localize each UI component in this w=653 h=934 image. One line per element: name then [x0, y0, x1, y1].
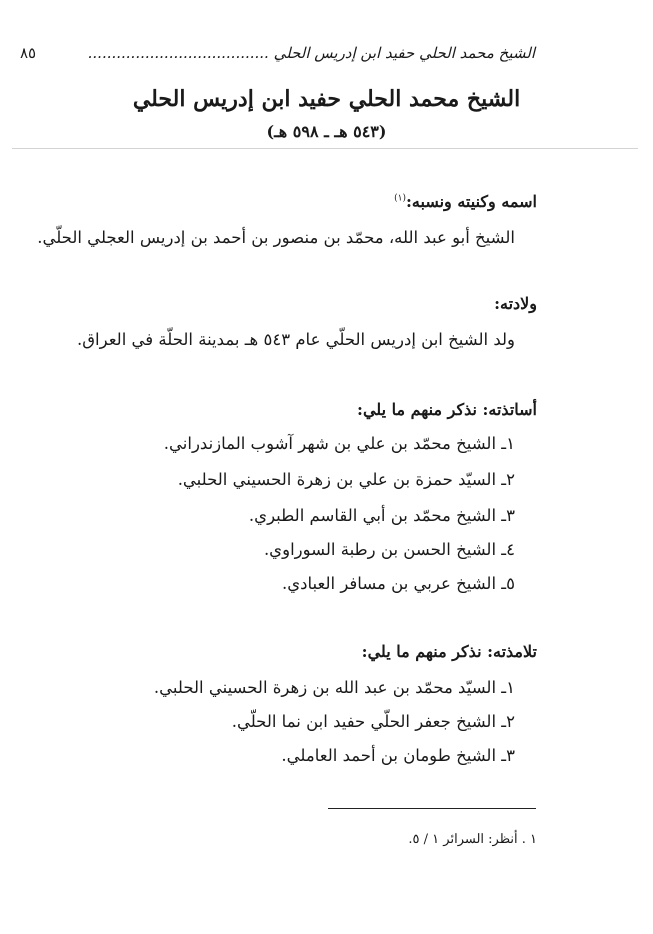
teacher-item: ٣ـ الشيخ محمّد بن أبي القاسم الطبري.	[248, 506, 515, 525]
chapter-dates: (٥٤٣ هـ ـ ٥٩٨ هـ)	[266, 122, 387, 141]
teachers-heading: أساتذته: نذكر منهم ما يلي:	[357, 400, 537, 419]
name-text: الشيخ أبو عبد الله، محمّد بن منصور بن أحمد بن إدريس العجلي الحلّي.	[37, 228, 515, 247]
footnote-rule	[328, 808, 536, 809]
running-title: الشيخ محمد الحلي حفيد ابن إدريس الحلي ......................................	[87, 44, 535, 62]
chapter-title: الشيخ محمد الحلي حفيد ابن إدريس الحلي	[132, 86, 521, 112]
birth-heading: ولادته:	[494, 294, 537, 313]
student-item: ٢ـ الشيخ جعفر الحلّي حفيد ابن نما الحلّي.	[231, 712, 515, 731]
teacher-item: ٤ـ الشيخ الحسن بن رطبة السوراوي.	[263, 540, 515, 559]
name-heading: اسمه وكنيته ونسبه:$^{(١)}$	[394, 192, 537, 211]
student-item: ٣ـ الشيخ طومان بن أحمد العاملي.	[281, 746, 515, 765]
students-heading: تلامذته: نذكر منهم ما يلي:	[361, 642, 537, 661]
teacher-item: ٥ـ الشيخ عربي بن مسافر العبادي.	[281, 574, 515, 593]
birth-text: ولد الشيخ ابن إدريس الحلّي عام ٥٤٣ هـ بمدينة الحلّة في العراق.	[76, 330, 515, 349]
teacher-item: ١ـ الشيخ محمّد بن علي بن شهر آشوب المازندراني.	[163, 434, 515, 453]
page-number: ٨٥	[20, 44, 37, 62]
teacher-item: ٢ـ السيّد حمزة بن علي بن زهرة الحسيني الحلبي.	[177, 470, 515, 489]
scan-line	[12, 148, 638, 149]
running-header	[20, 44, 535, 68]
footnote-text: ١ . أنظر: السرائر ١ / ٥.	[408, 832, 537, 847]
footnote-ref: (١)	[394, 193, 406, 204]
student-item: ١ـ السيّد محمّد بن عبد الله بن زهرة الحسيني الحلبي.	[153, 678, 515, 697]
